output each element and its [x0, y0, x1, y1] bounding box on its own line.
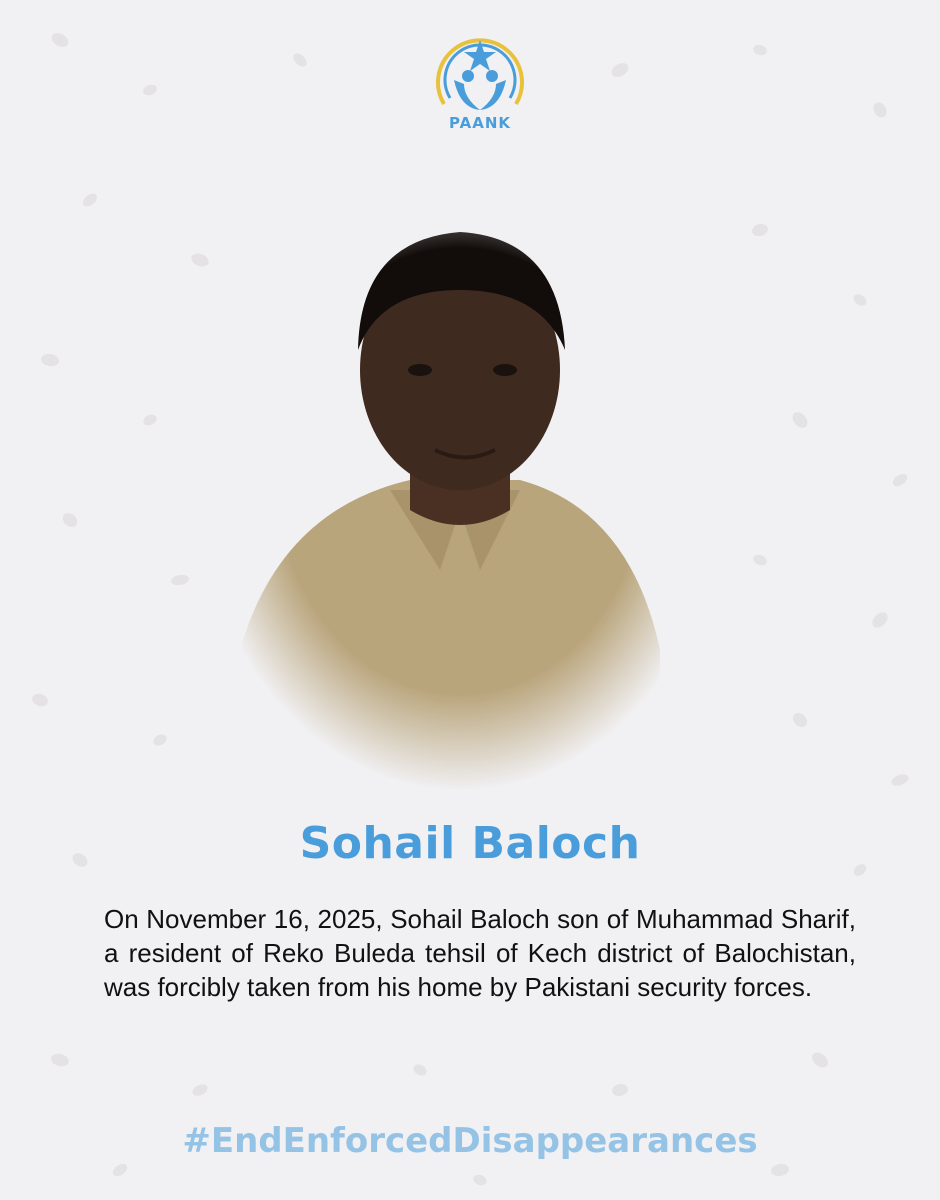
description-text: On November 16, 2025, Sohail Baloch son of Muhammad Sharif, a resident of Reko Buleda tehsil of Kech district of Balochistan, was forcibly taken from his home by Pakistani security forces.	[104, 904, 856, 1002]
logo-text: PAANK	[448, 114, 511, 132]
hashtag: #EndEnforcedDisappearances	[182, 1121, 758, 1161]
portrait-photo	[220, 210, 700, 790]
person-name: Sohail Baloch	[299, 818, 641, 869]
